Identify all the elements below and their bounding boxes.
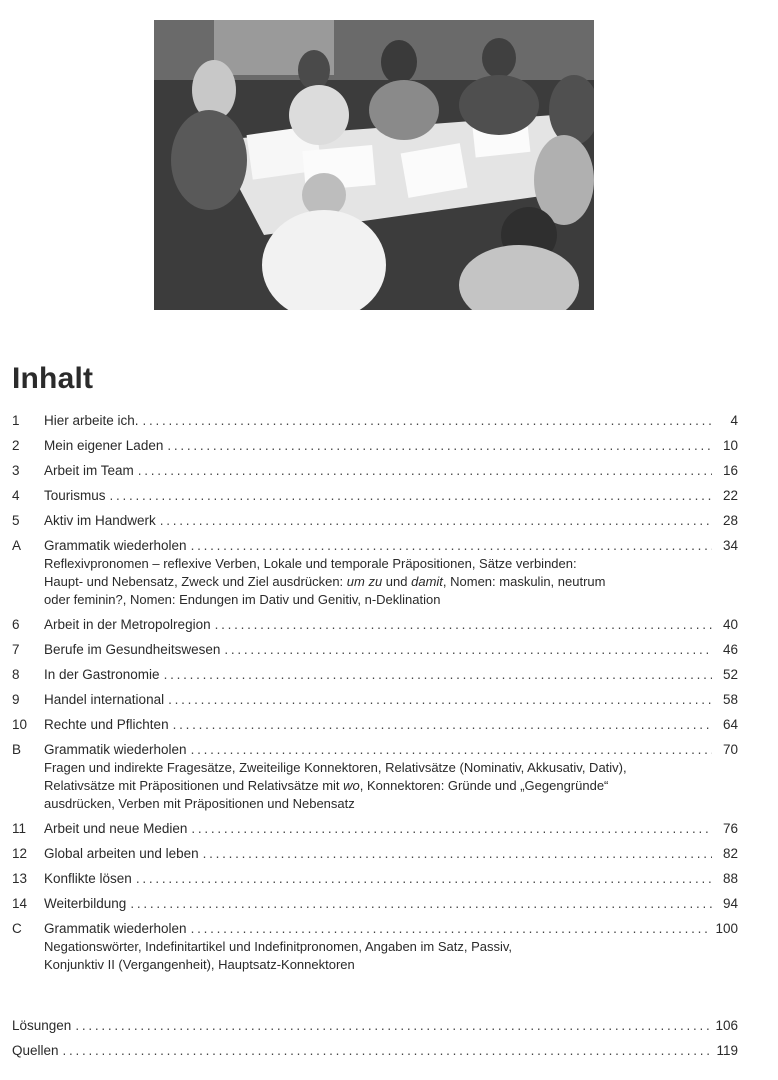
toc-entry[interactable] — [12, 691, 738, 709]
grammar-topics: Negationswörter, Indefinitartikel und Indefinitpronomen, Angaben im Satz, Passiv, Konjunktiv II (Vergangenheit), Hauptsatz-Konnektoren — [44, 939, 513, 972]
back-matter — [12, 1017, 738, 1067]
dot-leader — [191, 741, 712, 759]
dot-leader — [173, 716, 712, 734]
page-number: 40 — [722, 617, 738, 632]
chapter-number: C — [12, 921, 22, 936]
page-number: 10 — [722, 438, 738, 453]
chapter-number: 8 — [12, 667, 20, 682]
grammar-topics: Fragen und indirekte Fragesätze, Zweiteilige Konnektoren, Relativsätze (Nominativ, Akkusativ, Dativ), Relativsätze mit Präpositionen und Relativsätze mit wo, Konnektoren: Gründe und „Gegengründe“ ausdrücken, Verben mit Präpositionen und Nebensatz — [44, 760, 627, 811]
page-number: 46 — [722, 642, 738, 657]
toc-entry[interactable] — [12, 641, 738, 659]
dot-leader — [110, 487, 712, 505]
page-number: 119 — [716, 1043, 738, 1058]
dot-leader — [191, 537, 712, 555]
page-number: 106 — [715, 1018, 738, 1033]
page-number: 70 — [722, 742, 738, 757]
chapter-title: Grammatik wiederholen — [44, 742, 187, 757]
chapter-title: Arbeit und neue Medien — [44, 821, 188, 836]
page-number: 22 — [722, 488, 738, 503]
page-title: Inhalt — [12, 362, 94, 395]
toc-entry[interactable] — [12, 666, 738, 684]
page-number: 100 — [715, 921, 738, 936]
dot-leader — [75, 1017, 711, 1035]
chapter-title: Berufe im Gesundheitswesen — [44, 642, 221, 657]
chapter-number: 3 — [12, 463, 20, 478]
chapter-number: 12 — [12, 846, 28, 861]
toc-entry[interactable] — [12, 616, 738, 634]
chapter-title: Aktiv im Handwerk — [44, 513, 156, 528]
cover-photo — [154, 20, 594, 310]
dot-leader — [167, 437, 712, 455]
chapter-title: Arbeit in der Metropolregion — [44, 617, 211, 632]
team-meeting-photo — [154, 20, 594, 310]
dot-leader — [136, 870, 712, 888]
chapter-number: 11 — [12, 821, 27, 836]
page-number: 16 — [722, 463, 738, 478]
toc-entry[interactable] — [12, 920, 738, 938]
toc-entry[interactable] — [12, 895, 738, 913]
back-matter-entry[interactable] — [12, 1042, 738, 1060]
dot-leader — [191, 920, 712, 938]
page-number: 34 — [722, 538, 738, 553]
chapter-title: Grammatik wiederholen — [44, 921, 187, 936]
toc-entry[interactable] — [12, 845, 738, 863]
toc-entry[interactable] — [12, 462, 738, 480]
chapter-number: 6 — [12, 617, 20, 632]
dot-leader — [164, 666, 712, 684]
dot-leader — [63, 1042, 712, 1060]
toc-entry[interactable] — [12, 437, 738, 455]
chapter-number: 13 — [12, 871, 28, 886]
table-of-contents — [12, 412, 738, 981]
chapter-number: A — [12, 538, 22, 553]
chapter-number: B — [12, 742, 22, 757]
toc-entry[interactable] — [12, 512, 738, 530]
page-number: 94 — [722, 896, 738, 911]
page-number: 64 — [722, 717, 738, 732]
dot-leader — [143, 412, 712, 430]
dot-leader — [203, 845, 712, 863]
chapter-number: 9 — [12, 692, 20, 707]
chapter-title: Global arbeiten und leben — [44, 846, 199, 861]
page-number: 76 — [722, 821, 738, 836]
page-number: 28 — [722, 513, 738, 528]
chapter-title: Konflikte lösen — [44, 871, 132, 886]
dot-leader — [138, 462, 712, 480]
section-title: Lösungen — [12, 1018, 72, 1033]
page-number: 58 — [722, 692, 738, 707]
toc-entry[interactable] — [12, 412, 738, 430]
toc-entry[interactable] — [12, 870, 738, 888]
toc-entry[interactable] — [12, 716, 738, 734]
chapter-title: Mein eigener Laden — [44, 438, 164, 453]
chapter-title: In der Gastronomie — [44, 667, 160, 682]
section-title: Quellen — [12, 1043, 59, 1058]
chapter-number: 1 — [12, 413, 20, 428]
toc-entry[interactable] — [12, 487, 738, 505]
chapter-title: Rechte und Pflichten — [44, 717, 169, 732]
chapter-title: Tourismus — [44, 488, 106, 503]
toc-entry[interactable] — [12, 537, 738, 555]
dot-leader — [215, 616, 712, 634]
chapter-number: 5 — [12, 513, 20, 528]
chapter-number: 14 — [12, 896, 28, 911]
page-number: 4 — [730, 413, 738, 428]
page-number: 52 — [722, 667, 738, 682]
chapter-title: Weiterbildung — [44, 896, 127, 911]
chapter-title: Grammatik wiederholen — [44, 538, 187, 553]
page-number: 82 — [722, 846, 738, 861]
toc-entry[interactable] — [12, 820, 738, 838]
grammar-topics: Reflexivpronomen – reflexive Verben, Lokale und temporale Präpositionen, Sätze verbinden: Haupt- und Nebensatz, Zweck und Ziel ausdrücken: um zu und damit, Nomen: maskulin, neutrum oder feminin?, Nomen: Endungen im Dativ und Genitiv, n-Deklination — [44, 556, 606, 607]
chapter-number: 10 — [12, 717, 28, 732]
chapter-title: Arbeit im Team — [44, 463, 134, 478]
dot-leader — [168, 691, 712, 709]
chapter-number: 2 — [12, 438, 20, 453]
page-number: 88 — [722, 871, 738, 886]
toc-entry[interactable] — [12, 741, 738, 759]
chapter-number: 4 — [12, 488, 20, 503]
chapter-title: Handel international — [44, 692, 165, 707]
dot-leader — [130, 895, 712, 913]
back-matter-entry[interactable] — [12, 1017, 738, 1035]
chapter-number: 7 — [12, 642, 20, 657]
chapter-title: Hier arbeite ich. — [44, 413, 139, 428]
dot-leader — [160, 512, 712, 530]
dot-leader — [224, 641, 712, 659]
dot-leader — [191, 820, 712, 838]
